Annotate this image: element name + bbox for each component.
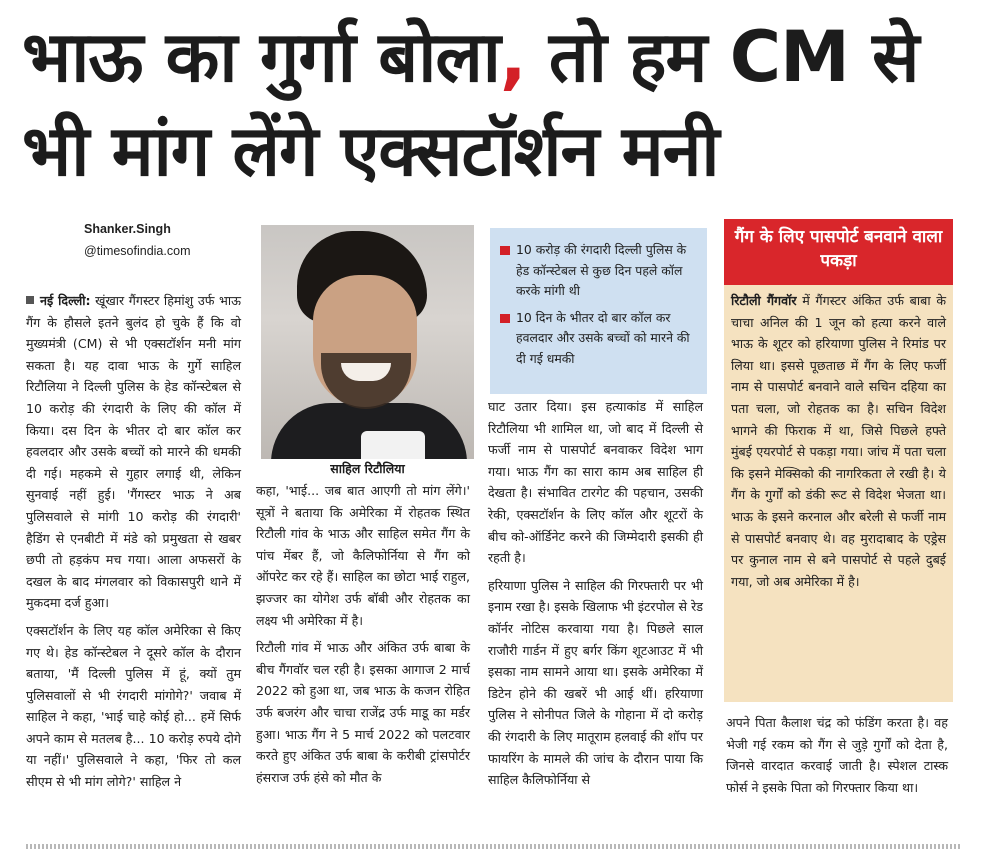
article-column-3 (488, 396, 703, 791)
highlight-item: 10 करोड़ की रंगदारी दिल्ली पुलिस के हेड कॉन्स्टेबल से कुछ दिन पहले कॉल करके मांगी थी (500, 240, 699, 302)
paragraph-marker-icon (26, 296, 34, 304)
byline-author: Shanker.Singh (84, 222, 171, 236)
article-paragraph: कहा, 'भाई... जब बात आएगी तो मांग लेंगे।' सूत्रों ने बताया कि अमेरिका में रोहतक स्थित रिटौली गांव के भाऊ और साहिल समेत गैंग के पांच मेंबर हैं, जो कैलिफोर्निया से गैंग को ऑपरेट कर रहे हैं। साहिल का छोटा भाई राहुल, झज्जर का योगेश उर्फ बॉबी और रोहतक का लक्ष्य भी अमेरिका में है। (256, 483, 470, 628)
sidebar-lead: रिटौली गैंगवॉर (731, 293, 797, 308)
bullet-icon (500, 246, 510, 255)
sidebar-body: में गैंगस्टर अंकित उर्फ बाबा के चाचा अनिल की 1 जून को हत्या करने वाले भाऊ के शूटर को हरियाणा पुलिस ने रिमांड पर लिया था। इससे पूछताछ में गैंग के लिए फर्जी नाम से पासपोर्ट बनवाने वाले सचिन दहिया का पता चला, जो रोहतक का है। सचिन विदेश भागने की फिराक में था, जिसे पिछले हफ्ते मुंबई एयरपोर्ट से पकड़ा गया। जांच में पता चला कि इसने मेक्सिको की नागरिकता ले रखी है। ये गैंग के गुर्गों को डंकी रूट से विदेश भेजता था। भाऊ के इसने करनाल और बरेली से फर्जी नाम से पासपोर्ट बनवाए थे। वह मुरादाबाद के एड्रेस पर कुनाल नाम से बने पासपोर्ट से पहले दुबई गया, जो अब अमेरिका में है। (731, 293, 946, 589)
photo-caption: साहिल रिटौलिया (261, 459, 474, 479)
sidebar-title: गैंग के लिए पासपोर्ट बनवाने वाला पकड़ा (724, 219, 953, 285)
bottom-divider (26, 844, 962, 849)
article-column-4 (726, 712, 948, 798)
headline (22, 10, 972, 198)
article-paragraph: अपने पिता कैलाश चंद्र को फंडिंग करता है। वह भेजी गई रकम को गैंग से जुड़े गुर्गों को देता है, जिनसे वारदात करवाई जाती है। स्पेशल टास्क फोर्स ने इसके पिता को गिरफ्तार किया था। (726, 715, 948, 795)
byline (84, 218, 190, 262)
article-column-1 (26, 290, 241, 793)
headline-part-1: भाऊ का गुर्गा बोला (22, 16, 500, 98)
highlight-item: 10 दिन के भीतर दो बार कॉल कर हवलदार और उसके बच्चों को मारने की दी गई धमकी (500, 308, 699, 370)
article-dateline: नई दिल्ली: (40, 293, 91, 308)
headline-comma: , (499, 16, 526, 98)
sidebar-text (724, 285, 953, 592)
article-paragraph: खूंखार गैंगस्टर हिमांशु उर्फ भाऊ गैंग के हौसले इतने बुलंद हो चुके हैं कि वो मुख्यमंत्री (CM) से भी एक्सटॉर्शन मनी मांग सकता है। यह दावा भाऊ के गुर्गे साहिल रिटौलिया ने दिल्ली पुलिस के हेड कॉन्स्टेबल से 10 करोड़ की रंगदारी के लिए की कॉल में किया। दस दिन के भीतर दो बार कॉल कर हवलदार और उसके बच्चों को मारने की धमकी दी गई। महकमे से गुहार लगाई थी, लेकिन सुनवाई नहीं हुई। 'गैंगस्टर भाऊ ने अब पुलिसवाले से मांगी 10 करोड़ की रंगदारी' हैडिंग से एनबीटी में मंडे को प्रमुखता से खबर छपी तो हड़कंप मच गया। आला अफसरों के दखल के बाद मंगलवार को विकासपुरी थाने में मुकदमा दर्ज हुआ। (26, 293, 242, 611)
article-paragraph: एक्सटॉर्शन के लिए यह कॉल अमेरिका से किए गए थे। हेड कॉन्स्टेबल ने दूसरे कॉल के दौरान बताया, 'मैं दिल्ली पुलिस में हूं, क्यों तुम पुलिसवालों से भी रंगदारी मांगोगे?' जवाब में साहिल ने कहा, 'भाई चाहे कोई हो... हमें सिर्फ अपने काम से मतलब है... 10 करोड़ रुपये दोगे या नहीं।' पुलिसवाले ने कहा, 'फिर तो कल सीएम से भी मांग लोगे?' साहिल ने (26, 622, 241, 790)
article-paragraph: हरियाणा पुलिस ने साहिल की गिरफ्तारी पर भी इनाम रखा है। इसके खिलाफ भी इंटरपोल से रेड कॉर्नर नोटिस करवाया गया है। पिछले साल राजौरी गार्डन में हुए बर्गर किंग शूटआउट में भी इसका नाम सामने आया था। इसके अमेरिका में डिटेन होने की खबरें भी आई थीं। हरियाणा पुलिस ने सोनीपत जिले के गोहाना में दो करोड़ की रंगदारी के लिए मातूराम हलवाई की शॉप पर फायरिंग के मामले की जांच के दौरान पाया कि साहिल कैलिफोर्निया से (488, 577, 703, 788)
headline-part-2: तो हम CM से भी मांग लेंगे एक्सटॉर्शन मनी (22, 16, 919, 192)
sidebar-box (724, 219, 953, 702)
highlights-box (490, 228, 707, 394)
article-paragraph: रिटौली गांव में भाऊ और अंकित उर्फ बाबा के बीच गैंगवॉर चल रही है। इसका आगाज 2 मार्च 2022 को हुआ था, जब भाऊ के कजन रोहित उर्फ बजरंग और चाचा राजेंद्र उर्फ माडू का मर्डर हुआ। भाऊ गैंग ने 5 मार्च 2022 को पलटवार करते हुए अंकित उर्फ बाबा के करीबी ट्रांसपोर्टर हंसराज उर्फ हंसे को मौत के (256, 640, 470, 785)
portrait-photo (261, 225, 474, 459)
phone-icon (361, 431, 425, 459)
bullet-icon (500, 314, 510, 323)
article-paragraph: घाट उतार दिया। इस हत्याकांड में साहिल रिटौलिया भी शामिल था, जो बाद में दिल्ली से फर्जी नाम से पासपोर्ट बनवाकर विदेश भाग गया। भाऊ गैंग का सारा काम अब साहिल ही देखता है। संभावित टारगेट की पहचान, उसकी रेकी, एक्सटॉर्शन के लिए कॉल और शूटरों के बीच को-ऑर्डिनेट करने की जिम्मेदारी इसकी ही रहती है। (488, 399, 703, 566)
byline-handle: @timesofindia.com (84, 244, 191, 258)
article-column-2 (256, 480, 470, 788)
